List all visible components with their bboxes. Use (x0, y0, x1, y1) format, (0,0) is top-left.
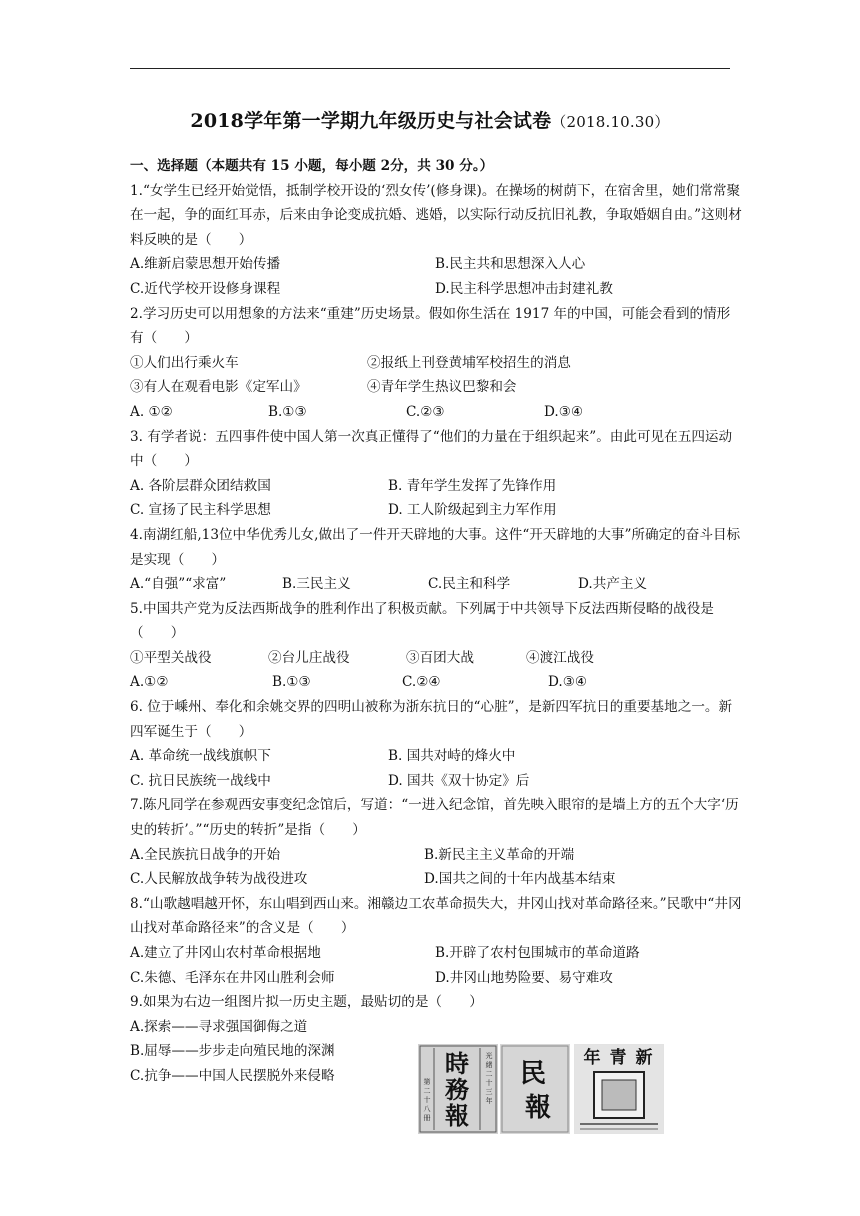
option-b: B. 国共对峙的烽火中 (388, 748, 516, 765)
minbao-title-2: 報 (524, 1093, 552, 1123)
svg-text:二: 二 (423, 1087, 431, 1095)
header-rule (130, 68, 730, 69)
question-7-options (130, 843, 742, 868)
item-2: ②台儿庄战役 (268, 649, 350, 666)
option-a: A. 各阶层群众团结救国 (130, 477, 271, 494)
question-3-stem: 3. 有学者说：五四事件使中国人第一次真正懂得了“他们的力量在于组织起来”。由此可见在五四运动中（ ） (130, 428, 733, 470)
question-4-stem: 4.南湖红船,13位中华优秀儿女,做出了一件开天辟地的大事。这件“开天辟地的大事”所确定的奋斗目标是实现（ ） (130, 526, 741, 568)
option-b: B.开辟了农村包围城市的革命道路 (435, 945, 640, 961)
question-3-options (130, 498, 742, 523)
svg-text:冊: 冊 (423, 1114, 431, 1122)
option-a: A.探索——寻求强国御侮之道 (130, 1018, 308, 1035)
option-c: C.近代学校开设修身课程 (130, 280, 281, 297)
question-8-options (130, 966, 742, 991)
question-5-stem: 5.中国共产党为反法西斯战争的胜利作出了积极贡献。下列属于中共领导下反法西斯侵略的战役是（ ） (130, 600, 714, 642)
svg-text:光: 光 (485, 1052, 493, 1060)
option-c: C. 宣扬了民主科学思想 (130, 502, 271, 519)
option-a: A.“自强”“求富” (130, 576, 227, 593)
option-d: D.国共之间的十年内战基本结束 (424, 871, 616, 888)
question-3-options (130, 474, 742, 499)
option-c: C.抗争——中国人民摆脱外来侵略 (130, 1067, 335, 1084)
question-5-options (130, 670, 742, 695)
shiwubao-title-3: 報 (445, 1101, 469, 1130)
item-2: ②报纸上刊登黄埔军校招生的消息 (367, 354, 571, 371)
option-a: A.建立了井冈山农村革命根据地 (130, 945, 321, 961)
newspaper-figure (418, 1044, 664, 1134)
option-d: D.③④ (544, 403, 584, 420)
option-c: C.人民解放战争转为战役进攻 (130, 871, 308, 888)
svg-text:二: 二 (485, 1070, 493, 1078)
question-6-options (130, 744, 742, 769)
option-a: A. 革命统一战线旗帜下 (130, 748, 271, 765)
section-heading: 一、选择题（本题共有 15 小题，每小题 2分，共 30 分。） (130, 158, 494, 174)
question-9-stem: 9.如果为右边一组图片拟一历史主题，最贴切的是（ ） (130, 994, 483, 1011)
question-4-options (130, 572, 742, 597)
option-a: A.全民族抗日战争的开始 (130, 846, 281, 863)
option-a: A. ①② (130, 403, 173, 420)
option-c: C. 抗日民族统一战线中 (130, 772, 271, 789)
option-b: B.民主共和思想深入人心 (435, 256, 586, 273)
question-2-items (130, 351, 742, 376)
question-2-items (130, 375, 742, 400)
option-d: D.井冈山地势险要、易守难攻 (435, 969, 613, 986)
shiwubao-title-1: 時 (445, 1049, 469, 1078)
option-d: D.民主科学思想冲击封建礼教 (435, 280, 613, 297)
shiwubao-image (418, 1044, 498, 1134)
svg-text:三: 三 (485, 1088, 493, 1096)
svg-text:第: 第 (423, 1078, 431, 1086)
item-1: ①人们出行乘火车 (130, 354, 239, 371)
question-5-items (130, 646, 742, 671)
exam-content (130, 154, 742, 1089)
option-a: A.维新启蒙思想开始传播 (130, 256, 281, 273)
question-8-stem: 8.“山歌越唱越开怀，东山唱到西山来。湘赣边工农革命损失大，井冈山找对革命路径来。”民歌中“井冈山找对革命路径来”的含义是（ ） (130, 895, 742, 937)
option-c: C.朱德、毛泽东在井冈山胜利会师 (130, 969, 335, 986)
svg-text:緒: 緒 (485, 1061, 493, 1069)
xinqingnian-title-1: 年 (583, 1048, 601, 1068)
item-1: ①平型关战役 (130, 649, 212, 666)
option-a: A.①② (130, 674, 169, 691)
minbao-title-1: 民 (519, 1059, 547, 1089)
option-b: B. 青年学生发挥了先锋作用 (388, 477, 557, 494)
svg-text:年: 年 (485, 1097, 493, 1105)
minbao-image (500, 1044, 570, 1134)
option-c: C.②③ (406, 403, 445, 420)
option-b: B.新民主主义革命的开端 (424, 846, 575, 863)
exam-title (0, 106, 860, 133)
option-d: D.③④ (548, 674, 588, 691)
exam-date: （2018.10.30） (551, 113, 670, 131)
shiwubao-title-2: 務 (445, 1075, 469, 1104)
question-2-options (130, 400, 742, 425)
item-3: ③有人在观看电影《定军山》 (130, 379, 307, 396)
question-6-options (130, 769, 742, 794)
question-7-stem: 7.陈凡同学在参观西安事变纪念馆后，写道：“一进入纪念馆，首先映入眼帘的是墙上方的五个大字‘历史的转折’。”“历史的转折”是指（ ） (130, 797, 739, 839)
question-1-options (130, 277, 742, 302)
question-1-stem: 1.“女学生已经开始觉悟，抵制学校开设的‘烈女传’(修身课)。在操场的树荫下，在宿舍里，她们常常聚在一起，争的面红耳赤，后来由争论变成抗婚、逃婚，以实际行动反抗旧礼教，争取婚姻自由。”这则材料反映的是（ ） (130, 182, 742, 248)
option-d: D.共产主义 (578, 576, 648, 593)
option-b: B.三民主义 (282, 576, 351, 593)
option-c: C.②④ (402, 674, 441, 691)
svg-text:八: 八 (423, 1105, 431, 1113)
xinqingnian-title-2: 青 (609, 1048, 627, 1068)
xinqingnian-image (574, 1044, 664, 1134)
item-3: ③百团大战 (406, 649, 474, 666)
item-4: ④渡江战役 (526, 649, 594, 666)
item-4: ④青年学生热议巴黎和会 (367, 379, 517, 396)
exam-title-main: 2018学年第一学期九年级历史与社会试卷 (190, 110, 552, 132)
option-d: D. 工人阶级起到主力军作用 (388, 502, 557, 519)
option-b: B.①③ (268, 403, 307, 420)
xinqingnian-title-3: 新 (635, 1048, 653, 1068)
option-c: C.民主和科学 (428, 576, 511, 593)
question-6-stem: 6. 位于嵊州、奉化和余姚交界的四明山被称为浙东抗日的“心脏”，是新四军抗日的重要基地之一。新四军诞生于（ ） (130, 699, 733, 740)
svg-text:十: 十 (485, 1079, 493, 1087)
question-7-options (130, 867, 742, 892)
svg-text:十: 十 (423, 1096, 431, 1104)
question-2-stem: 2.学习历史可以用想象的方法来“重建”历史场景。假如你生活在 1917 年的中国，可能会看到的情形有（ ） (130, 305, 731, 347)
question-8-options (130, 941, 742, 966)
question-1-options (130, 252, 742, 277)
option-b: B.屈辱——步步走向殖民地的深渊 (130, 1043, 335, 1060)
option-d: D. 国共《双十协定》后 (388, 772, 530, 789)
option-b: B.①③ (272, 674, 311, 691)
